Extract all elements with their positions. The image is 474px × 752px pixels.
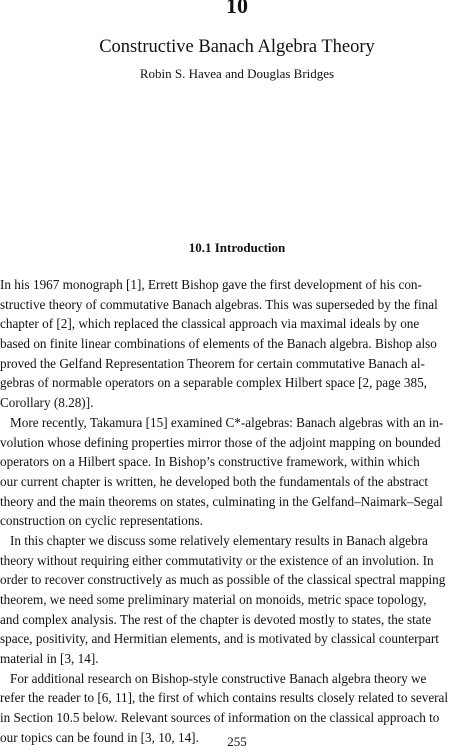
body-line: For additional research on Bishop-style constructive Banach algebra theory we <box>10 670 427 686</box>
body-line: based on finite linear combinations of elements of the Banach algebra. Bishop also <box>0 336 437 352</box>
body-line: refer the reader to [6, 11], the first of which contains results closely related to several <box>0 690 449 706</box>
body-line: operators on a Hilbert space. In Bishop’s constructive framework, within which <box>0 454 420 470</box>
section-heading: 10.1 Introduction <box>188 240 286 255</box>
body-line: material in [3, 14]. <box>0 651 99 667</box>
body-line: theory without requiring either commutativity or the existence of an involution. In <box>0 552 434 568</box>
chapter-number: 10 <box>226 0 248 18</box>
body-line: construction on cyclic representations. <box>0 513 203 529</box>
body-line: chapter of [2], which replaced the classical approach via maximal ideals by one <box>0 316 420 332</box>
chapter-authors: Robin S. Havea and Douglas Bridges <box>139 66 335 81</box>
body-line: and complex analysis. The rest of the chapter is devoted mostly to states, the state <box>0 611 432 627</box>
body-line: In this chapter we discuss some relatively elementary results in Banach algebra <box>10 532 428 548</box>
body-line: Corollary (8.28)]. <box>0 395 94 411</box>
body-line: space, positivity, and Hermitian elements, and is motivated by classical counterpart <box>0 631 439 647</box>
body-line: theorem, we need some preliminary material on monoids, metric space topology, <box>0 592 427 607</box>
body-line: our topics can be found in [3, 10, 14]. <box>0 729 199 745</box>
chapter-title: Constructive Banach Algebra Theory <box>99 37 375 57</box>
body-line: volution whose defining properties mirror those of the adjoint mapping on bounded <box>0 434 441 450</box>
body-line: In his 1967 monograph [1], Errett Bishop gave the first development of his con- <box>0 277 422 292</box>
body-line: More recently, Takamura [15] examined C*-algebras: Banach algebras with an in- <box>10 414 444 430</box>
body-line: gebras of normable operators on a separable complex Hilbert space [2, page 385, <box>0 375 427 391</box>
body-line: theory and the main theorems on states, culminating in the Gelfand–Naimark–Segal <box>0 493 443 509</box>
body-text <box>0 275 474 748</box>
page-number: 255 <box>227 734 247 749</box>
body-line: our current chapter is written, he developed both the fundamentals of the abstract <box>0 473 429 489</box>
body-line: proved the Gelfand Representation Theorem for certain commutative Banach al- <box>0 355 425 371</box>
body-line: in Section 10.5 below. Relevant sources of information on the classical approach to <box>0 710 440 726</box>
body-line: order to recover constructively as much as possible of the classical spectral mapping <box>0 572 446 588</box>
body-line: structive theory of commutative Banach algebras. This was superseded by the final <box>0 296 438 312</box>
